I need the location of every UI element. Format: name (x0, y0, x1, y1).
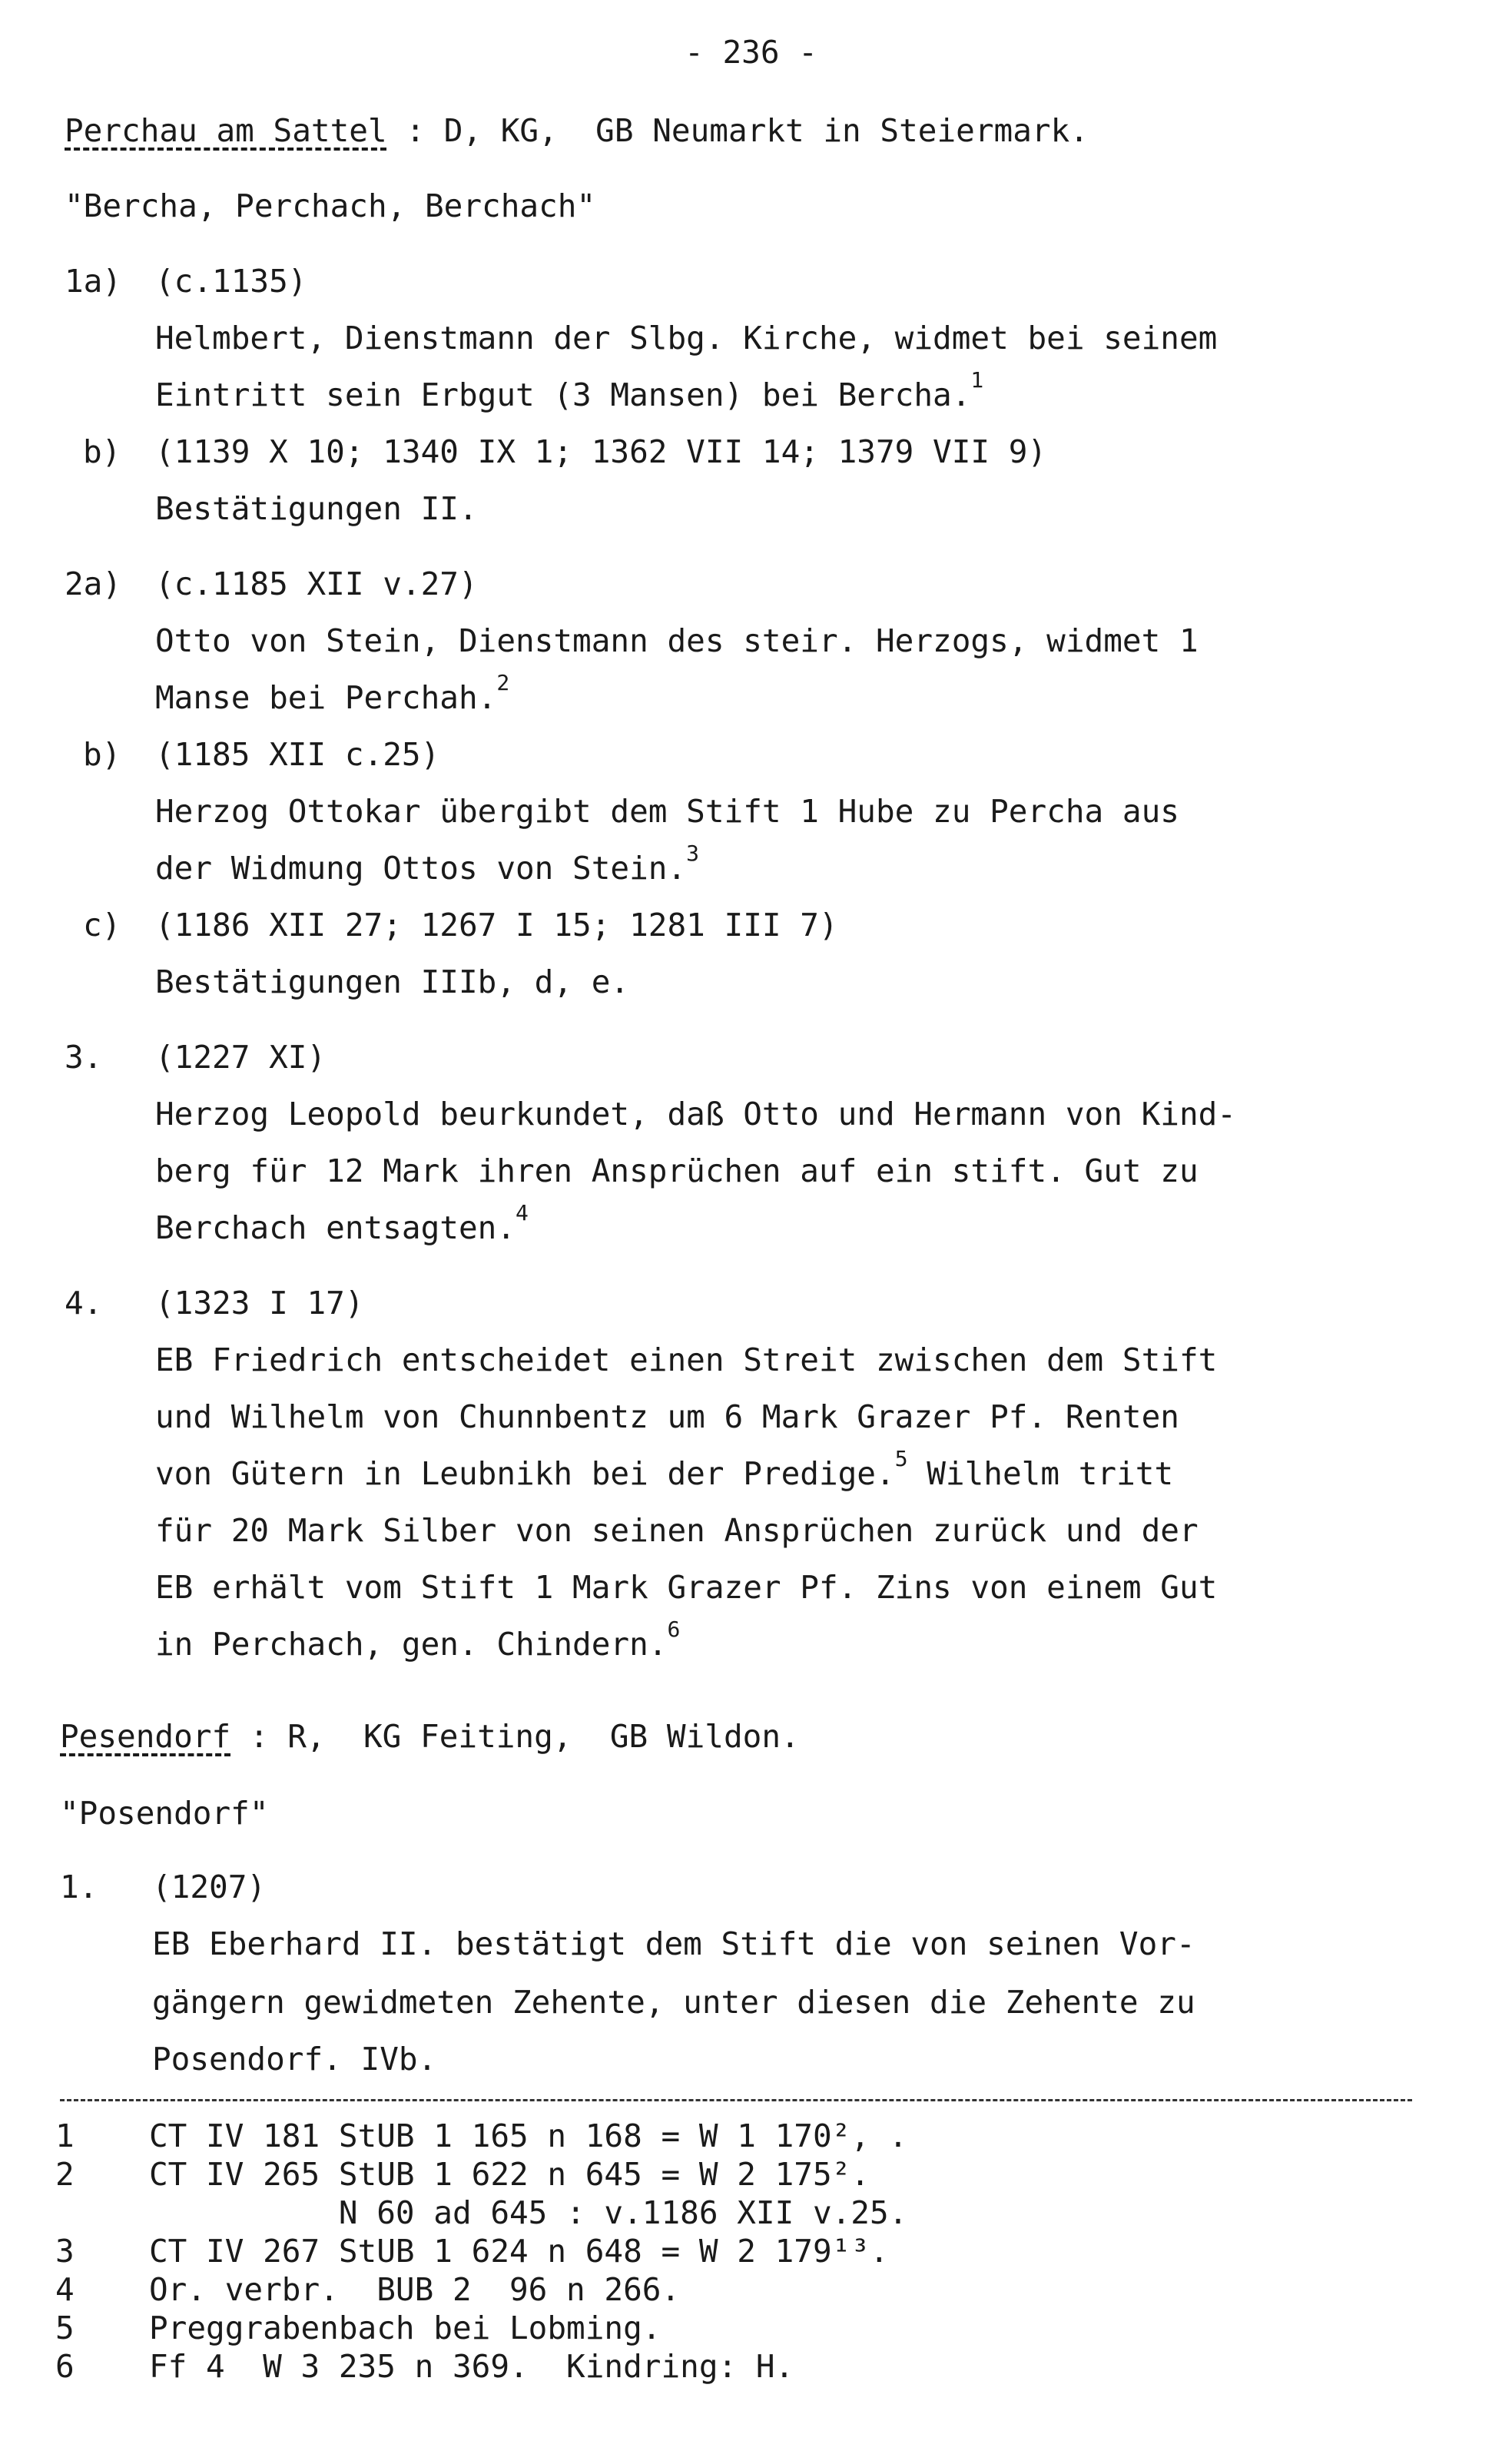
entry-label: 1a) (65, 263, 122, 300)
entry-text: EB Friedrich entscheidet einen Streit zwischen dem Stift (155, 1341, 1218, 1378)
entry-label: 3. (65, 1039, 103, 1076)
entry-label: b) (83, 433, 121, 470)
perchau-meta: : D, KG, GB Neumarkt in Steiermark. (386, 112, 1089, 149)
entry-text: EB erhält vom Stift 1 Mark Grazer Pf. Zins von einem Gut (155, 1569, 1218, 1606)
page-number: - 236 - (685, 34, 817, 71)
footnote-ref: 3 (686, 841, 700, 866)
entry-label: 4. (65, 1285, 103, 1322)
entry-text: EB Eberhard II. bestätigt dem Stift die von seinen Vor- (152, 1925, 1195, 1962)
pesendorf-meta: : R, KG Feiting, GB Wildon. (230, 1718, 800, 1755)
entry-label: 2a) (65, 565, 122, 602)
entry-date: (1139 X 10; 1340 IX 1; 1362 VII 14; 1379 VII 9) (155, 433, 1047, 470)
entry-text: der Widmung Ottos von Stein.$^3$ (155, 841, 700, 887)
entry-date: (1227 XI) (155, 1039, 327, 1076)
footnote: 6 Ff 4 W 3 235 n 369. Kindring: H. (55, 2348, 794, 2385)
pesendorf-title: Pesendorf (60, 1718, 231, 1755)
entry-date: (1323 I 17) (155, 1285, 364, 1322)
entry-text: von Gütern in Leubnikh bei der Predige.$^5$ Wilhelm tritt (155, 1446, 1174, 1492)
footnote: 3 CT IV 267 StUB 1 624 n 648 = W 2 179¹³. (55, 2233, 889, 2270)
entry-text: berg für 12 Mark ihren Ansprüchen auf ein stift. Gut zu (155, 1152, 1199, 1189)
footnote-ref: 2 (496, 670, 510, 695)
footnote: 2 CT IV 265 StUB 1 622 n 645 = W 2 175². (55, 2156, 870, 2193)
footnote-ref: 4 (516, 1200, 529, 1225)
footnote: 5 Preggrabenbach bei Lobming. (55, 2310, 661, 2346)
entry-date: (c.1135) (155, 263, 307, 300)
pesendorf-names: "Posendorf" (60, 1795, 269, 1832)
footnote-ref: 6 (667, 1617, 681, 1642)
entry-text: Helmbert, Dienstmann der Slbg. Kirche, widmet bei seinem (155, 320, 1218, 357)
entry-text: Herzog Leopold beurkundet, daß Otto und Hermann von Kind- (155, 1096, 1236, 1133)
entry-text: Manse bei Perchah.$^2$ (155, 670, 510, 716)
entry-text: für 20 Mark Silber von seinen Ansprüchen zurück und der (155, 1512, 1199, 1549)
entry-text: Berchach entsagten.$^4$ (155, 1200, 529, 1246)
entry-date: (1207) (152, 1869, 267, 1905)
footnote: 4 Or. verbr. BUB 2 96 n 266. (55, 2271, 681, 2308)
footnote-ref: 5 (894, 1446, 908, 1471)
entry-text: und Wilhelm von Chunnbentz um 6 Mark Grazer Pf. Renten (155, 1398, 1179, 1435)
entry-label: 1. (60, 1869, 98, 1905)
entry-label: b) (83, 736, 121, 773)
entry-text: Bestätigungen II. (155, 490, 478, 527)
entry-text: Posendorf. IVb. (152, 2041, 437, 2078)
footnote-separator (60, 2099, 1412, 2101)
entry-date: (1185 XII c.25) (155, 736, 440, 773)
entry-text: Eintritt sein Erbgut (3 Mansen) bei Bercha.$^1$ (155, 367, 984, 413)
entry-date: (c.1185 XII v.27) (155, 565, 478, 602)
entry-date: (1186 XII 27; 1267 I 15; 1281 III 7) (155, 907, 838, 943)
entry-text: in Perchach, gen. Chindern.$^6$ (155, 1617, 681, 1663)
footnote: 1 CT IV 181 StUB 1 165 n 168 = W 1 170², . (55, 2117, 908, 2154)
entry-text: Otto von Stein, Dienstmann des steir. Herzogs, widmet 1 (155, 622, 1199, 659)
footnote-ref: 1 (970, 367, 984, 393)
perchau-title: Perchau am Sattel (65, 112, 387, 149)
perchau-heading (65, 112, 1089, 149)
pesendorf-heading (60, 1718, 800, 1755)
perchau-names: "Bercha, Perchach, Berchach" (65, 187, 596, 224)
entry-label: c) (83, 907, 121, 943)
entry-text: Bestätigungen IIIb, d, e. (155, 963, 630, 1000)
entry-text: Herzog Ottokar übergibt dem Stift 1 Hube zu Percha aus (155, 793, 1179, 830)
footnote: N 60 ad 645 : v.1186 XII v.25. (149, 2194, 908, 2231)
entry-text: gängern gewidmeten Zehente, unter diesen die Zehente zu (152, 1984, 1195, 2021)
